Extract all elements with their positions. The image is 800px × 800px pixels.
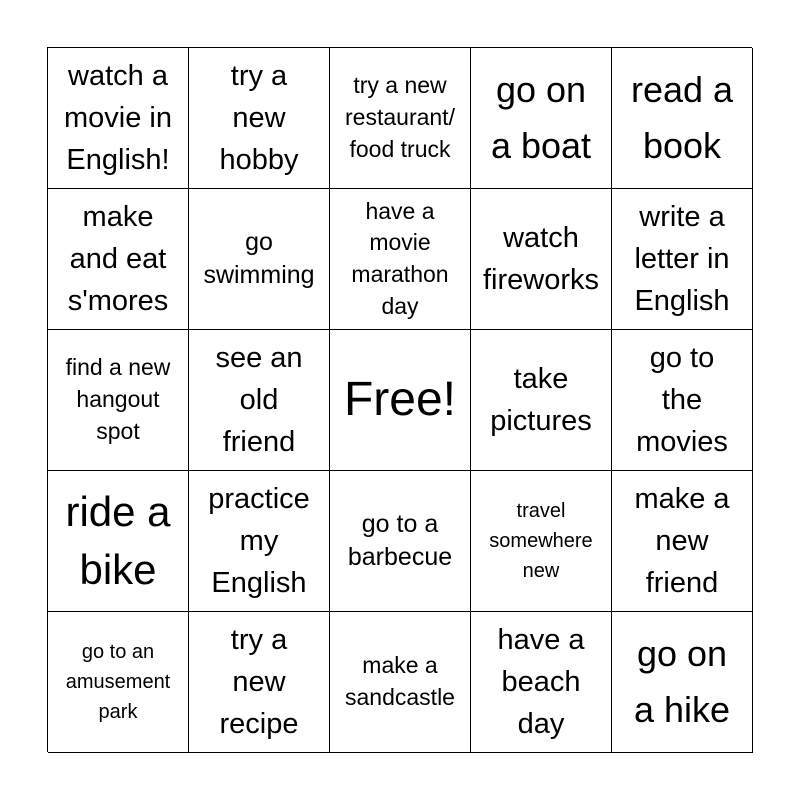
bingo-cell[interactable] <box>189 48 330 189</box>
cell-text: go to an amusement park <box>65 641 171 723</box>
free-space-cell[interactable] <box>330 330 471 471</box>
cell-text: take pictures <box>490 362 592 437</box>
bingo-cell[interactable] <box>471 48 612 189</box>
cell-text: try a new restaurant/ food truck <box>345 72 455 162</box>
bingo-cell[interactable] <box>330 189 471 330</box>
cell-text: see an old friend <box>215 341 303 459</box>
bingo-cell[interactable] <box>48 48 189 189</box>
bingo-cell[interactable] <box>330 48 471 189</box>
bingo-cell[interactable] <box>48 330 189 471</box>
bingo-cell[interactable] <box>48 471 189 612</box>
cell-text: have a movie marathon day <box>351 197 449 319</box>
cell-text: try a new recipe <box>219 623 299 741</box>
bingo-cell[interactable] <box>48 189 189 330</box>
cell-text: try a new hobby <box>219 59 299 177</box>
bingo-cell[interactable] <box>189 189 330 330</box>
bingo-cell[interactable] <box>612 471 753 612</box>
cell-text: travel somewhere new <box>489 500 593 582</box>
bingo-cell[interactable] <box>189 330 330 471</box>
bingo-cell[interactable] <box>189 612 330 753</box>
cell-text: watch fireworks <box>482 221 599 296</box>
cell-text: make a new friend <box>634 482 730 600</box>
cell-text: ride a bike <box>65 488 171 593</box>
cell-text: make a sandcastle <box>345 652 455 710</box>
bingo-cell[interactable] <box>330 612 471 753</box>
bingo-cell[interactable] <box>330 471 471 612</box>
bingo-cell[interactable] <box>612 189 753 330</box>
bingo-cell[interactable] <box>48 612 189 753</box>
cell-text: make and eat s'mores <box>67 200 169 318</box>
cell-text: go swimming <box>203 228 315 289</box>
cell-text: go to the movies <box>636 341 728 459</box>
bingo-cell[interactable] <box>612 612 753 753</box>
bingo-cell[interactable] <box>612 48 753 189</box>
cell-text: have a beach day <box>497 623 585 741</box>
bingo-board <box>47 47 752 752</box>
cell-text: find a new hangout spot <box>65 354 171 444</box>
bingo-cell[interactable] <box>471 612 612 753</box>
cell-text: watch a movie in English! <box>64 59 172 177</box>
bingo-cell[interactable] <box>189 471 330 612</box>
bingo-cell[interactable] <box>471 471 612 612</box>
cell-text: go to a barbecue <box>347 510 453 571</box>
cell-text: go on a hike <box>633 633 731 730</box>
bingo-cell[interactable] <box>471 189 612 330</box>
cell-text: go on a boat <box>490 69 592 166</box>
free-space-text: Free! <box>343 373 457 427</box>
cell-text: write a letter in English <box>634 200 730 318</box>
bingo-cell[interactable] <box>471 330 612 471</box>
bingo-cell[interactable] <box>612 330 753 471</box>
cell-text: read a book <box>630 69 734 166</box>
cell-text: practice my English <box>208 482 310 600</box>
